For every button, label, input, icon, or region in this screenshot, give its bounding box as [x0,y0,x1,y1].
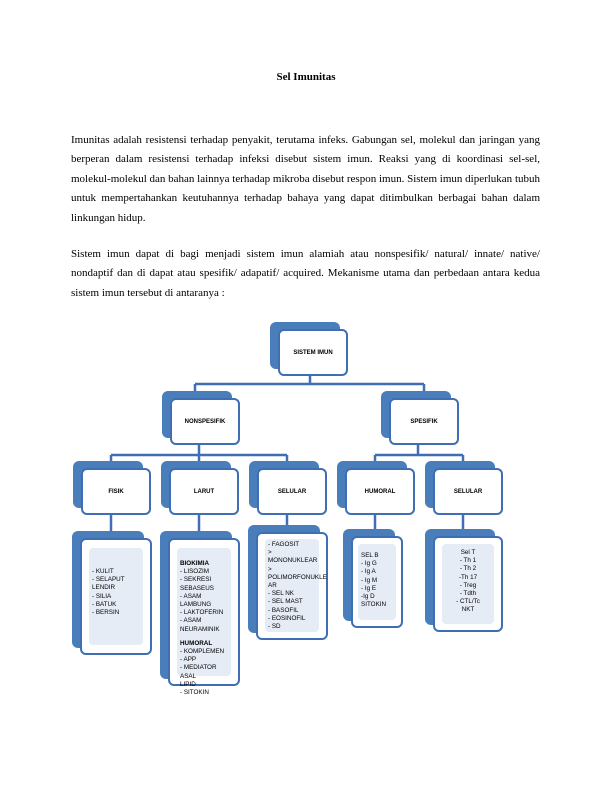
list-item: - Th 1 [459,557,477,565]
list-item: LENDIR [92,584,116,592]
list-item: - ASAM LAMBUNG [180,592,212,609]
list-fisik [80,538,152,655]
node-larut [169,468,239,515]
list-item: - Ig A [361,568,376,576]
document-title: Sel Imunitas [276,71,336,83]
list-item: - ASAM NEURAMINIK [180,617,220,633]
list-item: - MEDIATOR ASAL [180,664,217,680]
list-item: POLIMORFONUKLE [268,573,327,581]
list-item: NKT [461,606,475,614]
list-item: - SELAPUT [92,576,125,584]
list-item: SITOKIN [361,601,387,609]
list-item: - SEL MAST [268,598,303,606]
list-item: - BASOFIL [268,606,299,614]
list-item: SEL B [361,552,379,559]
list-item: -Th 17 [458,573,478,581]
list-item: LIPID [180,680,196,688]
list-item: - Tdth [459,590,477,598]
list-selular-spesifik [433,536,503,632]
node-humoral-label: HUMORAL [364,488,396,495]
list-item: - CTL/Tc [456,598,480,606]
list-selular-nonspesifik [256,532,328,640]
node-sistem-imun-label: SISTEM IMUN [293,349,333,356]
node-fisik [81,468,151,515]
list-item: > MONONUKLEAR [268,549,318,565]
list-item: - LISOZIM [180,568,210,576]
list-item: - KOMPLEMEN [180,648,225,656]
node-humoral [345,468,415,515]
humoral-heading: HUMORAL [180,639,213,647]
node-selular-spesifik-label: SELULAR [453,488,483,495]
list-humoral [351,536,403,628]
list-item: - Ig E [361,584,377,592]
node-nonspesifik [170,398,240,445]
list-item: - KULIT [92,568,114,575]
node-fisik-label: FISIK [108,488,124,495]
list-item: > [268,565,272,573]
list-item: - SEL NK [268,590,295,598]
node-selular-spesifik [433,468,503,515]
list-item: - Th 2 [459,565,477,573]
list-item: Sel T [460,549,476,556]
list-item: - Ig G [361,560,377,568]
node-selular-nonspesifik-label: SELULAR [277,488,307,495]
node-spesifik [389,398,459,445]
list-larut [168,538,240,697]
paragraph-classification: Sistem imun dapat di bagi menjadi sistem imun alamiah atau nonspesifik/ natural/ innate/ native/ nondaptif dan di dapat atau spesifik/ adapatif/ acquired. Mekanisme utama dan perbedaan antara kedua sistem imun tersebut di antaranya : [71,248,540,299]
paragraph-intro: Imunitas adalah resistensi terhadap penyakit, terutama infeks. Gabungan sel, molekul dan jaringan yang berperan dalam resistensi terhadap infeksi disebut sistem imun. Reaksi yang di koordinasi sel-sel, molekul-molekul dan bahan lainnya terhadap mikroba disebut respon imun. Sistem imun diperlukan tubuh untuk mempertahankan keutuhannya terhadap bahaya yang dapat ditimbulkan berbagai bahan dalam linkungan hidup. [71,134,540,224]
list-item: - SITOKIN [180,689,209,697]
node-selular-nonspesifik [257,468,327,515]
biokimia-heading: BIOKIMIA [180,560,210,567]
list-item: - BERSIN [92,609,120,617]
list-item: AR [268,582,277,590]
node-spesifik-label: SPESIFIK [410,418,438,425]
node-sistem-imun [278,329,348,376]
list-item: - SILIA [92,592,112,600]
list-item: - APP [180,656,197,664]
list-item: - SD [268,623,281,631]
list-item: -Ig D [361,593,375,601]
list-item: - BATUK [92,600,117,608]
node-nonspesifik-label: NONSPESIFIK [184,418,226,425]
list-item: - LAKTOFERIN [180,609,224,617]
list-item: - SEKRESI SEBASEUS [180,576,214,592]
list-item: - Treg [459,581,477,589]
list-item: - FAGOSIT [268,541,300,548]
node-larut-label: LARUT [193,488,215,495]
list-item: - EOSINOFIL [268,614,306,622]
list-item: - Ig M [361,576,378,584]
